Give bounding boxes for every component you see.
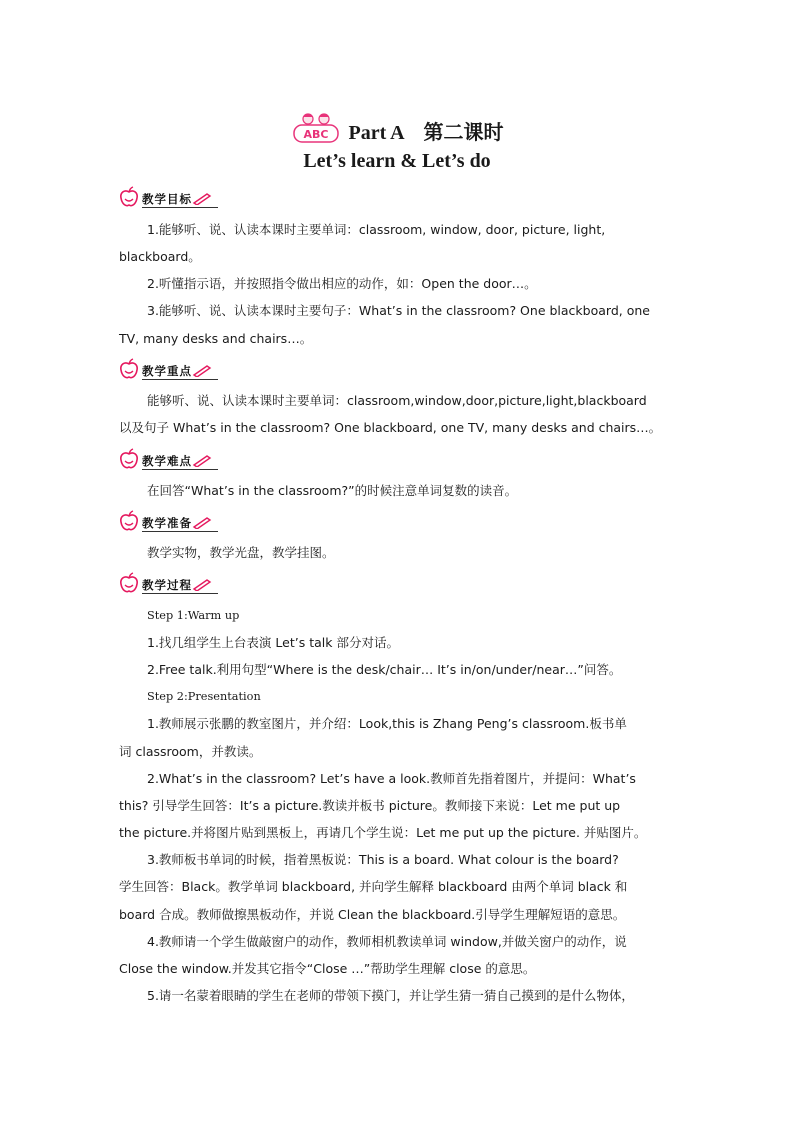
section-underline: [142, 531, 218, 532]
key-line-1: 能够听、说、认读本课时主要单词：classroom,window,door,picture,light,blackboard: [147, 393, 647, 408]
pencil-icon: [192, 452, 212, 471]
key-line-2: 以及句子 What’s in the classroom? One blackboard, one TV, many desks and chairs…。: [119, 420, 662, 435]
apple-icon: [118, 186, 140, 212]
step-1-heading: Step 1:Warm up: [147, 609, 240, 622]
apple-icon: [118, 358, 140, 384]
step-2-item-2c: the picture.并将图片贴到黑板上，再请几个学生说：Let me put up the picture. 并贴图片。: [119, 825, 647, 840]
section-underline: [142, 593, 218, 594]
step-2-item-3a: 3.教师板书单词的时候，指着黑板说：This is a board. What colour is the board?: [147, 852, 619, 867]
section-label-difficulty: 教学难点: [142, 454, 192, 468]
section-label-goals: 教学目标: [142, 192, 192, 206]
section-label-prep: 教学准备: [142, 516, 192, 530]
logo-text: ABC: [303, 128, 328, 141]
section-heading-key: [118, 358, 212, 384]
pencil-icon: [192, 576, 212, 595]
goal-line-3b: TV, many desks and chairs…。: [119, 331, 313, 346]
step-2-item-1a: 1.教师展示张鹏的教室图片，并介绍：Look,this is Zhang Peng’s classroom.板书单: [147, 716, 627, 731]
section-label-key: 教学重点: [142, 364, 192, 378]
section-heading-difficulty: [118, 448, 212, 474]
step-2-item-3b: 学生回答：Black。教学单词 blackboard, 并向学生解释 blackboard 由两个单词 black 和: [119, 879, 628, 894]
goal-line-1b: blackboard。: [119, 249, 201, 264]
step-2-item-2b: this? 引导学生回答：It’s a picture.教读并板书 picture。教师接下来说：Let me put up: [119, 798, 621, 813]
goal-line-3: 3.能够听、说、认读本课时主要句子：What’s in the classroom? One blackboard, one: [147, 303, 650, 318]
section-heading-process: [118, 572, 212, 598]
difficulty-line-1: 在回答“What’s in the classroom?”的时候注意单词复数的读音。: [147, 483, 518, 498]
step-2-item-3c: board 合成。教师做擦黑板动作，并说 Clean the blackboard.引导学生理解短语的意思。: [119, 907, 626, 922]
section-underline: [142, 207, 218, 208]
pencil-icon: [192, 190, 212, 209]
pencil-icon: [192, 362, 212, 381]
step-2-heading: Step 2:Presentation: [147, 690, 261, 703]
step-2-item-4b: Close the window.并发其它指令“Close …”帮助学生理解 close 的意思。: [119, 961, 536, 976]
page-subtitle: Let’s learn & Let’s do: [303, 150, 491, 172]
step-2-item-4a: 4.教师请一个学生做敲窗户的动作，教师相机教读单词 window,并做关窗户的动作，说: [147, 934, 627, 949]
title-row: [0, 112, 794, 146]
section-underline: [142, 379, 218, 380]
goal-line-1: 1.能够听、说、认读本课时主要单词：classroom, window, door, picture, light,: [147, 222, 606, 237]
section-label-process: 教学过程: [142, 578, 192, 592]
step-2-item-5: 5.请一名蒙着眼睛的学生在老师的带领下摸门，并让学生猜一猜自己摸到的是什么物体，: [147, 988, 634, 1003]
section-heading-prep: [118, 510, 212, 536]
apple-icon: [118, 572, 140, 598]
pencil-icon: [192, 514, 212, 533]
section-heading-goals: [118, 186, 212, 212]
section-underline: [142, 469, 218, 470]
page-title: Part A 第二课时: [348, 121, 504, 144]
step-1-item-2: 2.Free talk.利用句型“Where is the desk/chair… It’s in/on/under/near…”问答。: [147, 662, 622, 677]
goal-line-2: 2.听懂指示语，并按照指令做出相应的动作，如：Open the door…。: [147, 276, 537, 291]
apple-icon: [118, 510, 140, 536]
apple-icon: [118, 448, 140, 474]
step-2-item-1b: 词 classroom，并教读。: [119, 744, 262, 759]
step-2-item-2a: 2.What’s in the classroom? Let’s have a look.教师首先指着图片，并提问：What’s: [147, 771, 636, 786]
abc-kids-logo: [291, 112, 341, 148]
prep-line-1: 教学实物，教学光盘，教学挂图。: [147, 545, 335, 560]
step-1-item-1: 1.找几组学生上台表演 Let’s talk 部分对话。: [147, 635, 399, 650]
